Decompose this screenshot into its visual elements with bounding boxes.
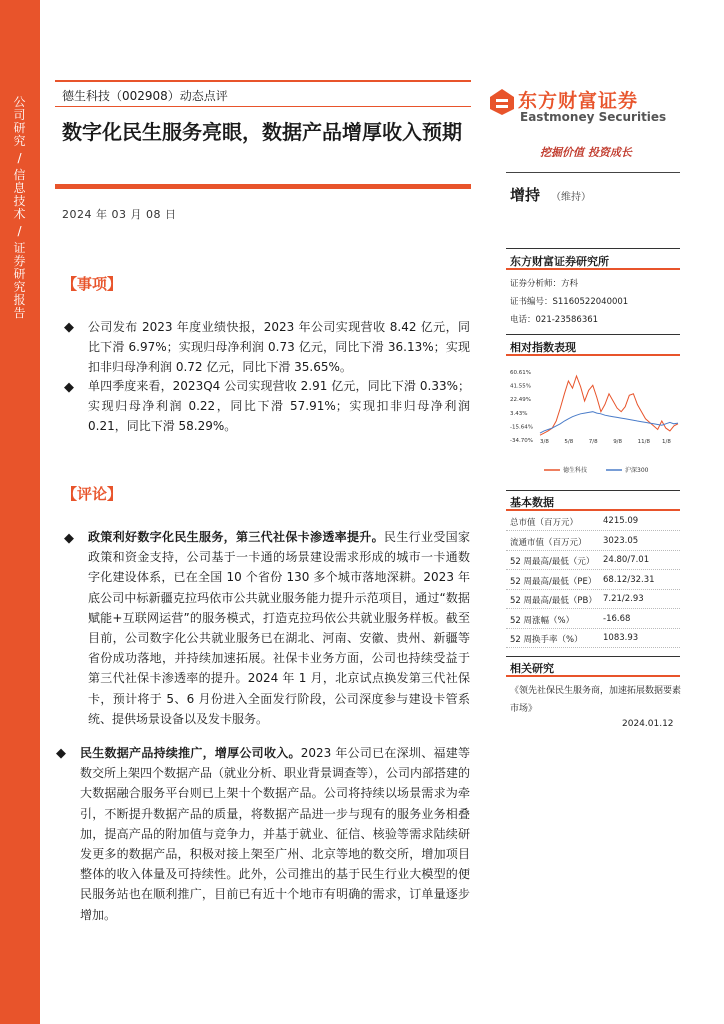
legend-label: 德生科技 xyxy=(563,467,588,474)
chart-title: 相对指数表现 xyxy=(510,341,576,354)
basic-data-key: 总市值（百万元） xyxy=(510,518,579,528)
sidebar-char: 公 xyxy=(13,95,27,109)
institute-rule-accent xyxy=(506,268,680,270)
basic-data-rule xyxy=(506,490,680,491)
basic-data-value: 3023.05 xyxy=(603,535,639,546)
brand-name-en: Eastmoney Securities xyxy=(520,110,667,124)
sidebar-char: 券 xyxy=(13,254,27,268)
title-rule xyxy=(55,184,471,189)
basic-data-rule-accent xyxy=(506,509,680,511)
basic-data-row-rule xyxy=(506,550,680,551)
institute-rule xyxy=(506,248,680,249)
x-tick-label: 3/8 xyxy=(540,439,549,445)
brand-name-cn: 东方财富证券 xyxy=(518,90,639,112)
related-rule xyxy=(506,656,680,657)
chart-rule xyxy=(506,334,680,335)
sidebar-char: / xyxy=(17,151,23,165)
header-rule-top xyxy=(55,80,471,82)
relative-performance-chart xyxy=(506,366,682,478)
bullet-icon: ◆ xyxy=(64,380,74,395)
basic-data-value: 68.12/32.31 xyxy=(603,574,655,585)
comment-lead: 政策利好数字化民生服务，第三代社保卡渗透率提升。 xyxy=(88,530,384,544)
sidebar-char: 司 xyxy=(13,108,27,122)
comment-body: 民生行业受国家政策和资金支持，公司基于一卡通的场景建设需求形成的城市一卡通数字化建设体系，已在全国 10 个省份 130 多个城市落地深耕。2023 年底公司中标新疆克拉玛依市公共就业服务能力提升示范项目，通过“数据赋能+互联网运营”的服务模式，打造克拉玛依公共就业服务样板。截至目前，公司数字化公共就业服务已在湖北、河南、安徽、贵州、新疆等省份成功落地，并持续加速拓展。社保卡业务方面，公司也持续受益于第三代社保卡渗透率的提升。2024 年 1 月，北京试点换发第三代社保卡，预计将于 5、6 月份进入全面发行阶段，公司深度参与建设卡管系统、提供场景设备以及发卡服务。 xyxy=(88,530,470,726)
related-date: 2024.01.12 xyxy=(622,719,674,729)
related-report-link[interactable]: 《领先社保民生服务商，加速拓展数据要素市场》 xyxy=(510,686,682,714)
basic-data-row-rule xyxy=(506,589,680,590)
basic-data-key: 52 周最高/最低（PB） xyxy=(510,596,597,606)
sidebar-band xyxy=(0,0,40,1024)
comment-lead: 民生数据产品持续推广，增厚公司收入。 xyxy=(80,746,301,760)
comment-item xyxy=(80,743,470,925)
brand-mark-icon xyxy=(488,87,516,117)
basic-data-value: 1083.93 xyxy=(603,633,639,643)
basic-data-key: 52 周最高/最低（元） xyxy=(510,557,595,567)
bullet-icon: ◆ xyxy=(64,320,74,335)
analyst-cert: 证书编号：S1160522040001 xyxy=(510,297,629,307)
x-tick-label: 7/8 xyxy=(588,439,598,445)
basic-data-row-rule xyxy=(506,530,680,531)
basic-data-title: 基本数据 xyxy=(510,496,554,509)
basic-data-row-rule xyxy=(506,647,680,648)
section-comments-label: 【评论】 xyxy=(62,485,123,503)
comment-item xyxy=(88,527,470,729)
basic-data-value: 4215.09 xyxy=(603,516,639,526)
basic-data-value: 7.21/2.93 xyxy=(603,594,644,604)
comment-body: 2023 年公司已在深圳、福建等数交所上架四个数据产品（就业分析、职业背景调查等），公司内部搭建的大数据融合服务平台则已上架十个数据产品。公司将持续以场景需求为牵引，不断提升数据产品的质量，将数据产品进一步与现有的服务业务相叠加，提高产品的附加值与竞争力，并基于就业、征信、核验等需求陆续研发更多的数据产品，积极对接上架至广州、北京等地的数交所，增加项目整体的收入体量及可持续性。此外，公司推出的基于民生行业大模型的便民服务站也在顺利推广，目前已有近十个地市有明确的需求，订单量逐步增加。 xyxy=(80,746,471,922)
basic-data-key: 流通市值（百万元） xyxy=(510,537,587,548)
y-tick-label: 41.55% xyxy=(510,383,531,390)
header-rule-mid xyxy=(55,106,471,107)
basic-data-row-rule xyxy=(506,628,680,629)
bullet-icon: ◆ xyxy=(56,746,66,761)
sidebar-char: 信 xyxy=(13,168,27,182)
rating-sub: （维持） xyxy=(551,192,591,203)
report-date: 2024 年 03 月 08 日 xyxy=(62,208,177,221)
sidebar-char: 报 xyxy=(13,293,27,307)
brand-slogan: 挖掘价值 投资成长 xyxy=(540,146,632,159)
y-tick-label: 22.49% xyxy=(510,397,531,404)
sidebar-char: 研 xyxy=(13,121,27,135)
y-tick-label: 60.61% xyxy=(510,370,531,376)
section-events-label: 【事项】 xyxy=(62,275,123,293)
basic-data-key: 52 周换手率（%） xyxy=(510,635,583,645)
analyst-phone: 电话：021-23586361 xyxy=(510,315,599,325)
basic-data-value: -16.68 xyxy=(603,613,631,624)
y-tick-label: 3.43% xyxy=(510,410,528,417)
rating-label: 增持 xyxy=(510,186,541,204)
institute-title: 东方财富证券研究所 xyxy=(510,255,609,268)
report-company: 德生科技（002908）动态点评 xyxy=(62,89,228,103)
sidebar-char: 究 xyxy=(13,280,27,294)
basic-data-key: 52 周涨幅（%） xyxy=(510,615,575,626)
basic-data-key: 52 周最高/最低（PE） xyxy=(510,576,597,587)
basic-data-value: 24.80/7.01 xyxy=(603,555,650,565)
sidebar-category xyxy=(9,96,31,320)
analyst-name: 证券分析师：方科 xyxy=(510,279,579,289)
basic-data-row-rule xyxy=(506,569,680,570)
series-line-0 xyxy=(540,376,678,435)
page-title: 数字化民生服务亮眼，数据产品增厚收入预期 xyxy=(62,120,462,144)
sidebar-char: 究 xyxy=(13,134,27,148)
sidebar-char: 证 xyxy=(13,241,27,255)
y-tick-label: -34.70% xyxy=(510,438,533,444)
legend-label: 沪深300 xyxy=(625,467,649,474)
sidebar-char: 息 xyxy=(13,181,27,195)
basic-data-row-rule xyxy=(506,608,680,609)
chart-rule-accent xyxy=(506,354,680,356)
bullet-icon: ◆ xyxy=(64,531,74,546)
x-tick-label: 9/8 xyxy=(613,439,623,445)
sidebar-char: 告 xyxy=(13,306,27,320)
event-item: 公司发布 2023 年度业绩快报，2023 年公司实现营收 8.42 亿元，同比下滑 6.97%；实现归母净利润 0.73 亿元，同比下滑 36.13%；实现扣非归母净利润 0.72 亿元，同比下滑 35.65%。 xyxy=(88,320,470,375)
sidebar-char: / xyxy=(17,224,23,238)
x-tick-label: 5/8 xyxy=(564,439,574,445)
y-tick-label: -15.64% xyxy=(510,424,533,431)
brand-logo xyxy=(488,84,668,132)
sidebar-char: 研 xyxy=(13,267,27,281)
event-item: 单四季度来看，2023Q4 公司实现营收 2.91 亿元，同比下滑 0.33%；实现归母净利润 0.22，同比下滑 57.91%；实现扣非归母净利润 0.21，同比下滑 58.29%。 xyxy=(88,379,470,434)
sidebar-char: 术 xyxy=(13,207,27,221)
related-title: 相关研究 xyxy=(510,662,554,675)
rating-rule xyxy=(506,172,680,173)
sidebar-char: 技 xyxy=(13,194,27,208)
related-rule-accent xyxy=(506,675,680,677)
x-tick-label: 1/8 xyxy=(662,439,671,445)
series-line-1 xyxy=(540,412,678,433)
x-tick-label: 11/8 xyxy=(637,439,650,445)
